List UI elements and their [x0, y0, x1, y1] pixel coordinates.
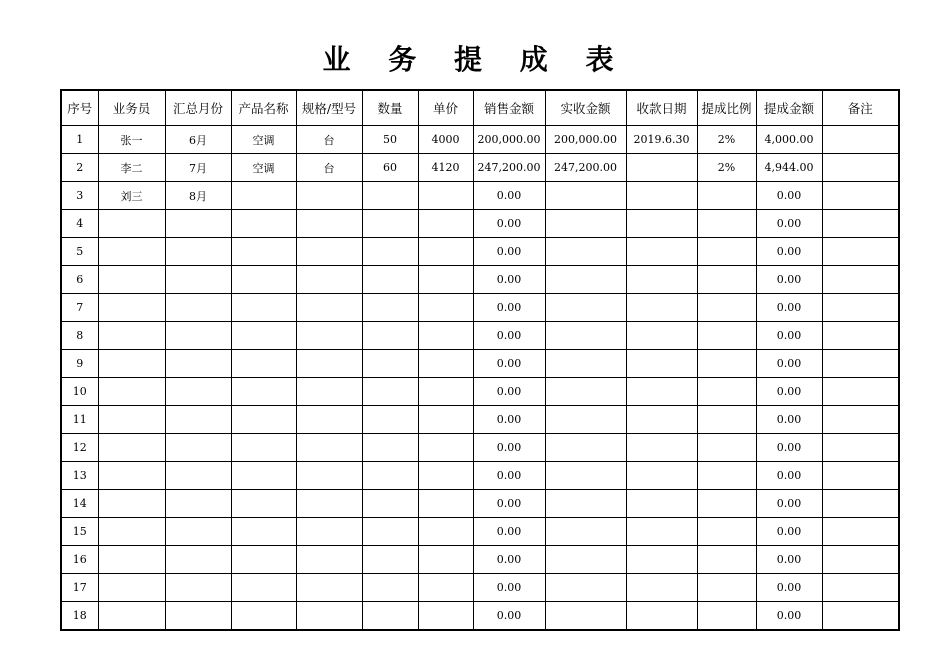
cell-payment-date[interactable]: [626, 350, 697, 378]
cell-sales-amount[interactable]: 0.00: [473, 238, 545, 266]
cell-notes[interactable]: [822, 322, 899, 350]
cell-month[interactable]: [165, 518, 231, 546]
cell-index[interactable]: 18: [61, 602, 98, 631]
cell-product[interactable]: [231, 238, 296, 266]
cell-payment-date[interactable]: [626, 602, 697, 631]
cell-received-amount[interactable]: [545, 518, 626, 546]
cell-notes[interactable]: [822, 238, 899, 266]
cell-salesperson[interactable]: [98, 546, 165, 574]
cell-notes[interactable]: [822, 602, 899, 631]
cell-payment-date[interactable]: [626, 406, 697, 434]
cell-unit-price[interactable]: [418, 546, 473, 574]
cell-notes[interactable]: [822, 574, 899, 602]
cell-commission-amount[interactable]: 0.00: [756, 518, 822, 546]
cell-payment-date[interactable]: [626, 462, 697, 490]
cell-received-amount[interactable]: [545, 574, 626, 602]
table-row: [61, 378, 899, 406]
cell-received-amount[interactable]: [545, 490, 626, 518]
cell-month[interactable]: [165, 406, 231, 434]
cell-quantity[interactable]: [362, 322, 418, 350]
cell-received-amount[interactable]: [545, 378, 626, 406]
cell-received-amount[interactable]: [545, 602, 626, 631]
cell-received-amount[interactable]: [545, 238, 626, 266]
cell-unit-price[interactable]: [418, 322, 473, 350]
cell-sales-amount[interactable]: 0.00: [473, 322, 545, 350]
cell-month[interactable]: [165, 574, 231, 602]
cell-quantity[interactable]: [362, 238, 418, 266]
cell-unit-price[interactable]: [418, 574, 473, 602]
cell-payment-date[interactable]: [626, 154, 697, 182]
cell-payment-date[interactable]: [626, 266, 697, 294]
cell-notes[interactable]: [822, 126, 899, 154]
cell-notes[interactable]: [822, 378, 899, 406]
cell-commission-rate[interactable]: [697, 322, 756, 350]
cell-spec[interactable]: [296, 378, 362, 406]
cell-index[interactable]: 11: [61, 406, 98, 434]
cell-payment-date[interactable]: [626, 238, 697, 266]
column-header-product: 产品名称: [231, 90, 296, 126]
table-row: [61, 602, 899, 631]
cell-commission-amount[interactable]: 0.00: [756, 434, 822, 462]
cell-commission-amount[interactable]: 0.00: [756, 490, 822, 518]
cell-month[interactable]: [165, 378, 231, 406]
cell-payment-date[interactable]: [626, 378, 697, 406]
cell-commission-amount[interactable]: 0.00: [756, 602, 822, 631]
cell-month[interactable]: [165, 546, 231, 574]
cell-product[interactable]: [231, 266, 296, 294]
cell-commission-rate[interactable]: [697, 378, 756, 406]
column-header-unit-price: 单价: [418, 90, 473, 126]
cell-commission-rate[interactable]: [697, 546, 756, 574]
table-body: [61, 126, 899, 631]
cell-unit-price[interactable]: [418, 210, 473, 238]
table-row: [61, 294, 899, 322]
cell-commission-amount[interactable]: 0.00: [756, 462, 822, 490]
cell-spec[interactable]: 台: [296, 126, 362, 154]
cell-unit-price[interactable]: 4120: [418, 154, 473, 182]
cell-product[interactable]: [231, 350, 296, 378]
cell-received-amount[interactable]: [545, 350, 626, 378]
page-title: 业 务 提 成 表: [322, 43, 628, 76]
header-row: [61, 90, 899, 126]
table-row: [61, 350, 899, 378]
cell-payment-date[interactable]: [626, 546, 697, 574]
cell-product[interactable]: [231, 546, 296, 574]
cell-month[interactable]: 7月: [165, 154, 231, 182]
table-row: [61, 322, 899, 350]
cell-product[interactable]: [231, 490, 296, 518]
cell-notes[interactable]: [822, 350, 899, 378]
cell-month[interactable]: [165, 322, 231, 350]
cell-spec[interactable]: [296, 602, 362, 631]
cell-salesperson[interactable]: [98, 322, 165, 350]
cell-sales-amount[interactable]: 200,000.00: [473, 126, 545, 154]
cell-quantity[interactable]: 50: [362, 126, 418, 154]
cell-quantity[interactable]: 60: [362, 154, 418, 182]
cell-commission-rate[interactable]: [697, 574, 756, 602]
cell-index[interactable]: 4: [61, 210, 98, 238]
cell-received-amount[interactable]: [545, 294, 626, 322]
cell-notes[interactable]: [822, 434, 899, 462]
column-header-sales-amount: 销售金额: [473, 90, 545, 126]
cell-spec[interactable]: [296, 462, 362, 490]
cell-quantity[interactable]: [362, 266, 418, 294]
cell-index[interactable]: 3: [61, 182, 98, 210]
cell-month[interactable]: [165, 490, 231, 518]
cell-commission-rate[interactable]: [697, 294, 756, 322]
cell-unit-price[interactable]: [418, 266, 473, 294]
cell-salesperson[interactable]: [98, 434, 165, 462]
table-row: [61, 238, 899, 266]
cell-product[interactable]: [231, 518, 296, 546]
cell-salesperson[interactable]: [98, 490, 165, 518]
cell-unit-price[interactable]: [418, 294, 473, 322]
cell-commission-amount[interactable]: 0.00: [756, 294, 822, 322]
cell-spec[interactable]: [296, 518, 362, 546]
cell-month[interactable]: [165, 210, 231, 238]
cell-spec[interactable]: [296, 406, 362, 434]
cell-index[interactable]: 10: [61, 378, 98, 406]
cell-sales-amount[interactable]: 0.00: [473, 350, 545, 378]
cell-notes[interactable]: [822, 518, 899, 546]
cell-notes[interactable]: [822, 182, 899, 210]
cell-commission-amount[interactable]: 0.00: [756, 238, 822, 266]
cell-index[interactable]: 8: [61, 322, 98, 350]
cell-commission-rate[interactable]: [697, 406, 756, 434]
cell-month[interactable]: 8月: [165, 182, 231, 210]
cell-month[interactable]: [165, 462, 231, 490]
table-row: [61, 406, 899, 434]
cell-index[interactable]: 15: [61, 518, 98, 546]
cell-month[interactable]: [165, 294, 231, 322]
cell-commission-amount[interactable]: 0.00: [756, 546, 822, 574]
cell-commission-rate[interactable]: [697, 350, 756, 378]
cell-product[interactable]: [231, 210, 296, 238]
cell-payment-date[interactable]: [626, 490, 697, 518]
table-row: [61, 434, 899, 462]
cell-commission-rate[interactable]: [697, 182, 756, 210]
cell-commission-rate[interactable]: [697, 238, 756, 266]
cell-index[interactable]: 17: [61, 574, 98, 602]
cell-product[interactable]: [231, 182, 296, 210]
cell-commission-amount[interactable]: 0.00: [756, 322, 822, 350]
cell-sales-amount[interactable]: 0.00: [473, 434, 545, 462]
cell-salesperson[interactable]: [98, 210, 165, 238]
cell-spec[interactable]: [296, 574, 362, 602]
cell-received-amount[interactable]: [545, 462, 626, 490]
cell-spec[interactable]: [296, 294, 362, 322]
cell-quantity[interactable]: [362, 434, 418, 462]
cell-spec[interactable]: [296, 322, 362, 350]
cell-quantity[interactable]: [362, 490, 418, 518]
cell-unit-price[interactable]: [418, 238, 473, 266]
table-row: [61, 462, 899, 490]
cell-month[interactable]: [165, 434, 231, 462]
cell-index[interactable]: 6: [61, 266, 98, 294]
cell-sales-amount[interactable]: 0.00: [473, 210, 545, 238]
cell-salesperson[interactable]: [98, 602, 165, 631]
cell-received-amount[interactable]: [545, 182, 626, 210]
cell-commission-amount[interactable]: 4,000.00: [756, 126, 822, 154]
cell-product[interactable]: 空调: [231, 154, 296, 182]
cell-quantity[interactable]: [362, 350, 418, 378]
cell-payment-date[interactable]: [626, 518, 697, 546]
cell-spec[interactable]: [296, 210, 362, 238]
cell-salesperson[interactable]: [98, 294, 165, 322]
cell-notes[interactable]: [822, 266, 899, 294]
cell-product[interactable]: [231, 322, 296, 350]
cell-notes[interactable]: [822, 462, 899, 490]
cell-notes[interactable]: [822, 406, 899, 434]
cell-commission-rate[interactable]: 2%: [697, 154, 756, 182]
cell-salesperson[interactable]: [98, 266, 165, 294]
cell-commission-amount[interactable]: 0.00: [756, 574, 822, 602]
cell-quantity[interactable]: [362, 406, 418, 434]
cell-unit-price[interactable]: 4000: [418, 126, 473, 154]
cell-commission-amount[interactable]: 4,944.00: [756, 154, 822, 182]
column-header-commission-rate: 提成比例: [697, 90, 756, 126]
cell-commission-rate[interactable]: [697, 490, 756, 518]
cell-month[interactable]: [165, 266, 231, 294]
cell-product[interactable]: [231, 602, 296, 631]
cell-index[interactable]: 7: [61, 294, 98, 322]
cell-sales-amount[interactable]: 0.00: [473, 378, 545, 406]
cell-quantity[interactable]: [362, 210, 418, 238]
cell-sales-amount[interactable]: 0.00: [473, 462, 545, 490]
cell-sales-amount[interactable]: 0.00: [473, 546, 545, 574]
cell-commission-rate[interactable]: [697, 462, 756, 490]
cell-sales-amount[interactable]: 0.00: [473, 602, 545, 631]
commission-table: [60, 89, 900, 631]
cell-spec[interactable]: [296, 238, 362, 266]
cell-salesperson[interactable]: 刘三: [98, 182, 165, 210]
cell-sales-amount[interactable]: 0.00: [473, 490, 545, 518]
column-header-received-amount: 实收金额: [545, 90, 626, 126]
cell-notes[interactable]: [822, 490, 899, 518]
cell-unit-price[interactable]: [418, 406, 473, 434]
column-header-commission-amount: 提成金额: [756, 90, 822, 126]
cell-commission-rate[interactable]: [697, 210, 756, 238]
table-row: [61, 574, 899, 602]
cell-product[interactable]: [231, 434, 296, 462]
cell-product[interactable]: [231, 378, 296, 406]
cell-spec[interactable]: [296, 266, 362, 294]
cell-salesperson[interactable]: [98, 350, 165, 378]
cell-payment-date[interactable]: [626, 294, 697, 322]
cell-spec[interactable]: [296, 182, 362, 210]
column-header-spec: 规格/型号: [296, 90, 362, 126]
cell-product[interactable]: [231, 294, 296, 322]
cell-quantity[interactable]: [362, 546, 418, 574]
cell-unit-price[interactable]: [418, 518, 473, 546]
column-header-payment-date: 收款日期: [626, 90, 697, 126]
cell-sales-amount[interactable]: 0.00: [473, 266, 545, 294]
cell-salesperson[interactable]: [98, 574, 165, 602]
cell-notes[interactable]: [822, 546, 899, 574]
cell-month[interactable]: [165, 238, 231, 266]
cell-commission-amount[interactable]: 0.00: [756, 210, 822, 238]
cell-received-amount[interactable]: [545, 266, 626, 294]
table-row: [61, 154, 899, 182]
cell-unit-price[interactable]: [418, 462, 473, 490]
table-row: [61, 126, 899, 154]
cell-quantity[interactable]: [362, 182, 418, 210]
column-header-index: 序号: [61, 90, 98, 126]
cell-salesperson[interactable]: [98, 378, 165, 406]
cell-product[interactable]: [231, 406, 296, 434]
cell-index[interactable]: 9: [61, 350, 98, 378]
cell-quantity[interactable]: [362, 378, 418, 406]
column-header-notes: 备注: [822, 90, 899, 126]
cell-sales-amount[interactable]: 0.00: [473, 182, 545, 210]
cell-unit-price[interactable]: [418, 378, 473, 406]
cell-commission-amount[interactable]: 0.00: [756, 378, 822, 406]
cell-salesperson[interactable]: [98, 518, 165, 546]
cell-salesperson[interactable]: [98, 406, 165, 434]
cell-spec[interactable]: [296, 490, 362, 518]
cell-sales-amount[interactable]: 0.00: [473, 574, 545, 602]
cell-quantity[interactable]: [362, 602, 418, 631]
cell-product[interactable]: [231, 574, 296, 602]
cell-received-amount[interactable]: [545, 406, 626, 434]
cell-received-amount[interactable]: [545, 322, 626, 350]
cell-commission-rate[interactable]: [697, 602, 756, 631]
cell-commission-rate[interactable]: 2%: [697, 126, 756, 154]
cell-payment-date[interactable]: [626, 322, 697, 350]
cell-month[interactable]: [165, 350, 231, 378]
cell-quantity[interactable]: [362, 462, 418, 490]
cell-spec[interactable]: [296, 350, 362, 378]
cell-commission-rate[interactable]: [697, 518, 756, 546]
cell-received-amount[interactable]: 247,200.00: [545, 154, 626, 182]
cell-spec[interactable]: [296, 434, 362, 462]
cell-payment-date[interactable]: [626, 210, 697, 238]
cell-index[interactable]: 14: [61, 490, 98, 518]
cell-sales-amount[interactable]: 247,200.00: [473, 154, 545, 182]
table-row: [61, 518, 899, 546]
table-row: [61, 546, 899, 574]
cell-index[interactable]: 12: [61, 434, 98, 462]
cell-unit-price[interactable]: [418, 434, 473, 462]
cell-payment-date[interactable]: 2019.6.30: [626, 126, 697, 154]
cell-notes[interactable]: [822, 294, 899, 322]
cell-index[interactable]: 2: [61, 154, 98, 182]
cell-unit-price[interactable]: [418, 490, 473, 518]
cell-salesperson[interactable]: [98, 462, 165, 490]
cell-sales-amount[interactable]: 0.00: [473, 518, 545, 546]
table-row: [61, 266, 899, 294]
cell-sales-amount[interactable]: 0.00: [473, 406, 545, 434]
cell-received-amount[interactable]: [545, 546, 626, 574]
cell-sales-amount[interactable]: 0.00: [473, 294, 545, 322]
column-header-quantity: 数量: [362, 90, 418, 126]
column-header-salesperson: 业务员: [98, 90, 165, 126]
cell-index[interactable]: 1: [61, 126, 98, 154]
table-row: [61, 210, 899, 238]
cell-commission-rate[interactable]: [697, 434, 756, 462]
cell-index[interactable]: 16: [61, 546, 98, 574]
cell-commission-amount[interactable]: 0.00: [756, 406, 822, 434]
cell-commission-amount[interactable]: 0.00: [756, 350, 822, 378]
cell-quantity[interactable]: [362, 574, 418, 602]
cell-received-amount[interactable]: [545, 210, 626, 238]
cell-payment-date[interactable]: [626, 182, 697, 210]
cell-month[interactable]: 6月: [165, 126, 231, 154]
cell-salesperson[interactable]: [98, 238, 165, 266]
cell-index[interactable]: 13: [61, 462, 98, 490]
cell-unit-price[interactable]: [418, 602, 473, 631]
cell-commission-amount[interactable]: 0.00: [756, 266, 822, 294]
cell-payment-date[interactable]: [626, 574, 697, 602]
table-row: [61, 182, 899, 210]
cell-payment-date[interactable]: [626, 434, 697, 462]
cell-index[interactable]: 5: [61, 238, 98, 266]
cell-quantity[interactable]: [362, 518, 418, 546]
column-header-month: 汇总月份: [165, 90, 231, 126]
cell-quantity[interactable]: [362, 294, 418, 322]
cell-salesperson[interactable]: 张一: [98, 126, 165, 154]
cell-notes[interactable]: [822, 154, 899, 182]
cell-spec[interactable]: [296, 546, 362, 574]
cell-notes[interactable]: [822, 210, 899, 238]
table-row: [61, 490, 899, 518]
cell-commission-rate[interactable]: [697, 266, 756, 294]
cell-product[interactable]: 空调: [231, 126, 296, 154]
cell-product[interactable]: [231, 462, 296, 490]
cell-received-amount[interactable]: 200,000.00: [545, 126, 626, 154]
cell-unit-price[interactable]: [418, 182, 473, 210]
cell-spec[interactable]: 台: [296, 154, 362, 182]
cell-month[interactable]: [165, 602, 231, 631]
cell-received-amount[interactable]: [545, 434, 626, 462]
cell-commission-amount[interactable]: 0.00: [756, 182, 822, 210]
cell-salesperson[interactable]: 李二: [98, 154, 165, 182]
cell-unit-price[interactable]: [418, 350, 473, 378]
